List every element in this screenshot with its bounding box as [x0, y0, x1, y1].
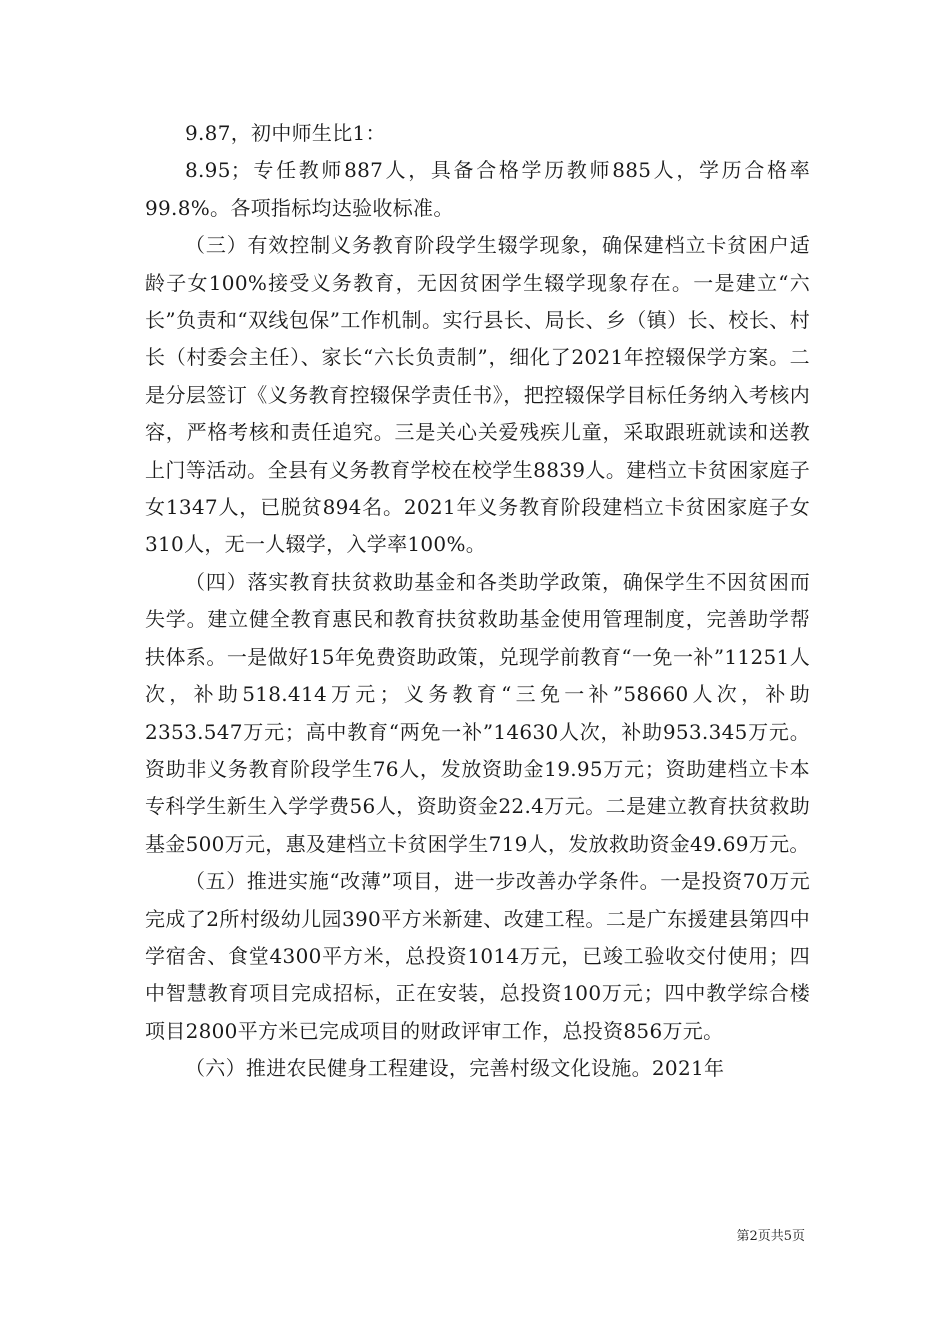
paragraph-section-4: （四）落实教育扶贫救助基金和各类助学政策，确保学生不因贫困而失学。建立健全教育惠民和教育扶贫救助基金使用管理制度，完善助学帮扶体系。一是做好15年免费资助政策，兑现学前教育“一免一补”11251人次，补助518.414万元；义务教育“三免一补”58660人次，补助2353.547万元；高中教育“两免一补”14630人次，补助953.345万元。资助非义务教育阶段学生76人，发放资助金19.95万元；资助建档立卡本专科学生新生入学学费56人，资助资金22.4万元。二是建立教育扶贫救助基金500万元，惠及建档立卡贫困学生719人，发放救助资金49.69万元。: [145, 569, 810, 856]
paragraph-section-3: （三）有效控制义务教育阶段学生辍学现象，确保建档立卡贫困户适龄子女100%接受义务教育，无因贫困学生辍学现象存在。一是建立“六长”负责和“双线包保”工作机制。实行县长、局长、乡（镇）长、校长、村长（村委会主任）、家长“六长负责制”，细化了2021年控辍保学方案。二是分层签订《义务教育控辍保学责任书》，把控辍保学目标任务纳入考核内容，严格考核和责任追究。三是关心关爱残疾儿童，采取跟班就读和送教上门等活动。全县有义务教育学校在校学生8839人。建档立卡贫困家庭子女1347人，已脱贫894名。2021年义务教育阶段建档立卡贫困家庭子女310人，无一人辍学，入学率100%。: [145, 233, 810, 557]
paragraph-section-5: （五）推进实施“改薄”项目，进一步改善办学条件。一是投资70万元完成了2所村级幼儿园390平方米新建、改建工程。二是广东援建县第四中学宿舍、食堂4300平方米，总投资1014万元，已竣工验收交付使用；四中智慧教育项目完成招标，正在安装，总投资100万元；四中教学综合楼项目2800平方米已完成项目的财政评审工作，总投资856万元。: [145, 869, 810, 1043]
paragraph-teachers: 8.95；专任教师887人，具备合格学历教师885人，学历合格率99.8%。各项指标均达验收标准。: [145, 158, 810, 220]
paragraph-ratio-line: 9.87，初中师生比1：: [185, 121, 386, 145]
page-number: 第2页共5页: [736, 1229, 805, 1244]
paragraph-section-6: （六）推进农民健身工程建设，完善村级文化设施。2021年: [185, 1056, 725, 1081]
document-body: [145, 115, 810, 1088]
